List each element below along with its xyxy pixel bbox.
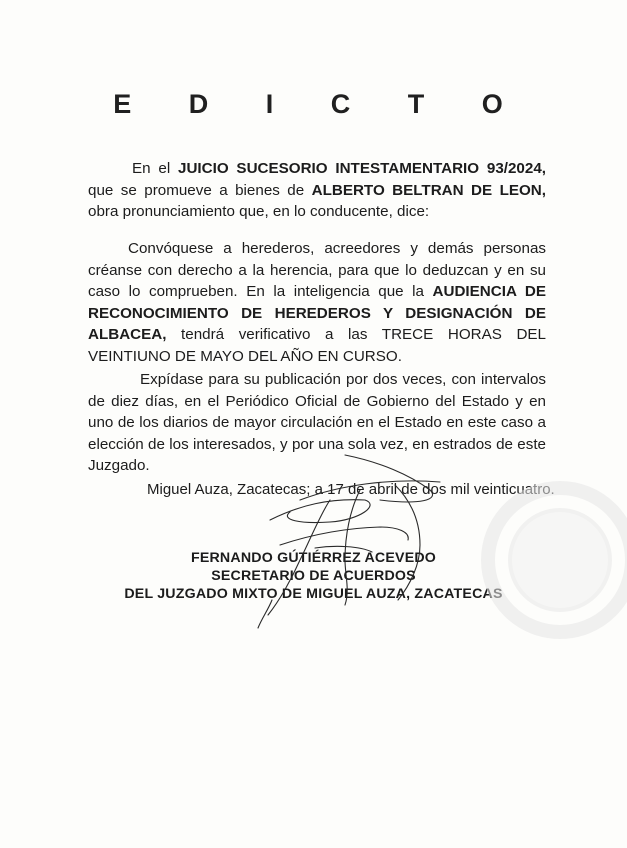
intro-paragraph bbox=[88, 158, 546, 223]
intro-text-c: obra pronunciamiento que, en lo conducente, dice: bbox=[88, 203, 430, 220]
intro-text-b: que se promueve a bienes de bbox=[88, 181, 312, 199]
signer-name: FERNANDO GÚTIÉRREZ ACEVEDO bbox=[190, 550, 437, 566]
signer-role: SECRETARIO DE ACUERDOS bbox=[211, 568, 416, 584]
deceased-name: ALBERTO BELTRAN DE LEON, bbox=[311, 181, 546, 199]
summons-text-a: Convóquese a herederos, acreedores y demás personas créanse con derecho a la herencia, para que lo deduzcan y en su caso lo comprueben. En la inteligencia que la bbox=[88, 240, 546, 300]
intro-text-a: En el bbox=[132, 160, 178, 177]
summons-paragraph bbox=[88, 238, 546, 367]
signer-office: DEL JUZGADO MIXTO DE MIGUEL AUZA, ZACATECAS bbox=[124, 586, 503, 602]
case-type: JUICIO SUCESORIO INTESTAMENTARIO 93/2024, bbox=[178, 160, 546, 177]
hearing-name: AUDIENCIA DE RECONOCIMIENTO DE HEREDEROS Y DESIGNACIÓN DE ALBACEA, bbox=[88, 283, 546, 343]
summons-text-b: tendrá verificativo a las TRECE HORAS DEL VEINTIUNO DE MAYO DEL AÑO EN CURSO. bbox=[88, 326, 546, 365]
publication-paragraph bbox=[88, 369, 546, 477]
publication-text: Expídase para su publicación por dos veces, con intervalos de diez días, en el Periódico Oficial de Gobierno del Estado y en uno de los diarios de mayor circulación en el Estado en este caso a elección de los interesados, y por una sola vez, en estrados de este Juzgado. bbox=[88, 371, 546, 474]
place-and-date: Miguel Auza, Zacatecas; a 17 de abril de dos mil veinticuatro. bbox=[147, 481, 555, 498]
document-title: E D I C T O bbox=[113, 89, 528, 119]
